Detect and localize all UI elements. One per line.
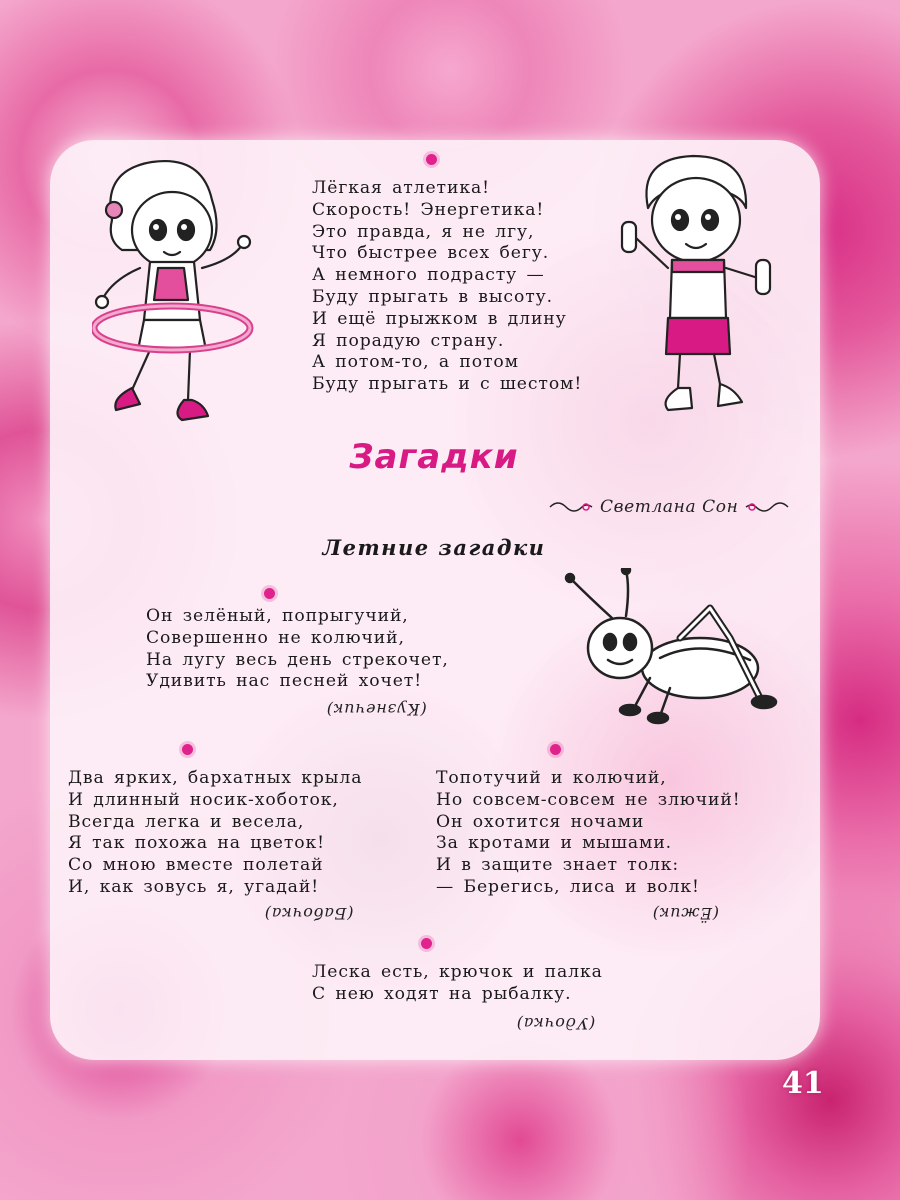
subsection-title: Летние загадки — [322, 535, 546, 560]
riddle-fishing-rod — [312, 962, 603, 1006]
flower-ornament-icon — [421, 938, 432, 949]
boy-dumbbells-illustration — [608, 148, 788, 418]
girl-hula-hoop-illustration — [92, 150, 272, 430]
poem-line: Буду прыгать и с шестом! — [312, 374, 583, 395]
riddle-line: Совершенно не колючий, — [146, 627, 405, 648]
author-name: Светлана Сон — [600, 497, 739, 517]
riddle-answer: (Кузнечик) — [326, 700, 427, 719]
riddle-line: Всегда легка и весела, — [68, 811, 305, 832]
riddle-line: Но совсем-совсем не злючий! — [436, 789, 741, 810]
riddle-line: Он охотится ночами — [436, 811, 645, 832]
poem-line: Буду прыгать в высоту. — [312, 286, 553, 307]
poem-line: Скорость! Энергетика! — [312, 199, 545, 220]
intro-poem — [312, 178, 582, 396]
riddle-line: Он зелёный, попрыгучий, — [146, 606, 409, 626]
riddle-line: Со мною вместе полетай — [68, 855, 324, 876]
riddle-answer: (Удочка) — [516, 1014, 596, 1033]
poem-line: И ещё прыжком в длину — [312, 308, 567, 329]
poem-line: А немного подрасту — — [312, 265, 545, 286]
riddle-line: И в защите знает толк: — [436, 855, 680, 876]
riddle-line: За кротами и мышами. — [436, 833, 673, 854]
riddle-line: Я так похожа на цветок! — [68, 833, 325, 854]
poem-line: Это правда, я не лгу, — [312, 221, 535, 242]
poem-line: Что быстрее всех бегу. — [312, 243, 550, 264]
riddle-line: Топотучий и колючий, — [436, 768, 667, 788]
flourish-left-icon — [548, 499, 594, 515]
riddle-line: И длинный носик-хоботок, — [68, 789, 339, 810]
flower-ornament-icon — [182, 744, 193, 755]
riddle-line: Два ярких, бархатных крыла — [68, 768, 363, 788]
riddle-butterfly — [68, 768, 362, 899]
flourish-right-icon — [744, 499, 790, 515]
riddle-line: Леска есть, крючок и палка — [312, 962, 603, 982]
flower-ornament-icon — [550, 744, 561, 755]
poem-line: А потом-то, а потом — [312, 352, 519, 373]
page-number: 41 — [782, 1066, 824, 1101]
flower-ornament-icon — [426, 154, 437, 165]
grasshopper-illustration — [560, 568, 790, 728]
riddle-line: С нею ходят на рыбалку. — [312, 983, 572, 1004]
riddle-line: — Берегись, лиса и волк! — [436, 876, 700, 897]
riddle-line: И, как зовусь я, угадай! — [68, 876, 319, 897]
riddle-answer: (Ёжик) — [652, 904, 720, 923]
riddle-line: На лугу весь день стрекочет, — [146, 649, 449, 670]
riddle-grasshopper — [146, 606, 449, 693]
poem-line: Лёгкая атлетика! — [312, 178, 490, 198]
flower-ornament-icon — [264, 588, 275, 599]
poem-line: Я порадую страну. — [312, 330, 505, 351]
riddle-hedgehog — [436, 768, 741, 899]
riddle-answer: (Бабочка) — [264, 904, 354, 923]
author-byline — [548, 494, 790, 520]
riddle-line: Удивить нас песней хочет! — [146, 671, 423, 692]
section-title: Загадки — [349, 437, 519, 477]
